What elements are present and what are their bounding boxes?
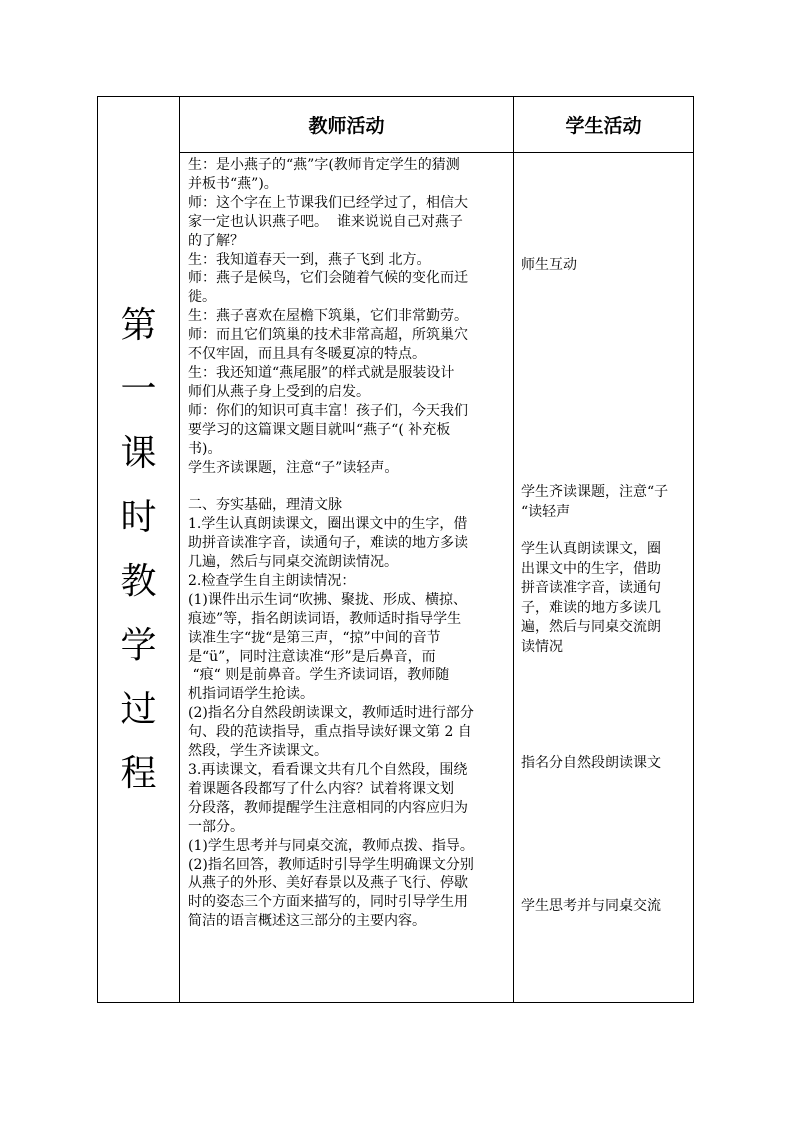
student-activity-cell <box>514 153 694 1003</box>
student-note-interaction: 师生互动 <box>521 257 577 273</box>
side-title: 第一课时教学过程 <box>120 304 157 794</box>
teacher-activity-text: 生：是小燕子的“燕”字(教师肯定学生的猜测 并板书“燕”)。 师：这个字在上节课我们已经学过了，相信大 家一定也认识燕子吧。 谁来说说自己对燕子 的了解？ 生：我知道春天一到，燕子飞到 北方。 师：燕子是候鸟，它们会随着气候的变化而迁 徙。 生：燕子喜欢在屋檐下筑巢，它们非常勤劳。 师：而且它们筑巢的技术非常高超，所筑巢穴 不仅牢固，而且具有冬暖夏凉的特点。 生：我还知道“燕尾服”的样式就是服装设计 师们从燕子身上受到的启发。 师：你们的知识可真丰富！孩子们，今天我们 要学习的这篇课文题目就叫“燕子“( 补充板 书)。 学生齐读课题，注意“子”读轻声。 二、夯实基础，理清文脉 1.学生认真朗读课文，圈出课文中的生字，借 助拼音读准字音，读通句子，难读的地方多读 几遍，然后与同桌交流朗读情况。 2.检查学生自主朗读情况： (1)课件出示生词“吹拂、聚拢、形成、横掠、 痕迹”等，指名朗读词语，教师适时指导学生 读准生字“拢“是第三声，“掠”中间的音节 是“ü”，同时注意读准“形”是后鼻音，而 “痕“ 则是前鼻音。学生齐读词语，教师随 机指词语学生抢读。 (2)指名分自然段朗读课文，教师适时进行部分 句、段的范读指导，重点指导读好课文第 2 自 然段，学生齐读课文。 3.再读课文，看看课文共有几个自然段，围绕 着课题各段都写了什么内容？试着将课文划 分段落，教师提醒学生注意相同的内容应归为 一部分。 (1)学生思考并与同桌交流，教师点拨、指导。 (2)指名回答，教师适时引导学生明确课文分别 从燕子的外形、美好春景以及燕子飞行、停歇 时的姿态三个方面来描写的，同时引导学生用 简洁的语言概述这三部分的主要内容。 <box>188 157 474 930</box>
header-row <box>98 97 694 153</box>
student-header: 学生活动 <box>514 97 694 153</box>
teacher-activity-cell <box>180 153 514 1003</box>
teacher-header: 教师活动 <box>180 97 514 153</box>
content-row <box>98 153 694 1003</box>
lesson-plan-table <box>97 96 694 1003</box>
student-note-discussion: 学生思考并与同桌交流 <box>521 898 661 914</box>
student-note-read-text: 学生认真朗读课文，圈 出课文中的生字，借助 拼音读准字音，读通句 子，难读的地方多读几 遍，然后与同桌交流朗 读情况 <box>521 541 661 655</box>
student-note-read-title: 学生齐读课题，注意“子 “读轻声 <box>521 484 669 520</box>
student-note-paragraph-reading: 指名分自然段朗读课文 <box>521 755 661 771</box>
side-title-cell <box>98 97 180 1003</box>
